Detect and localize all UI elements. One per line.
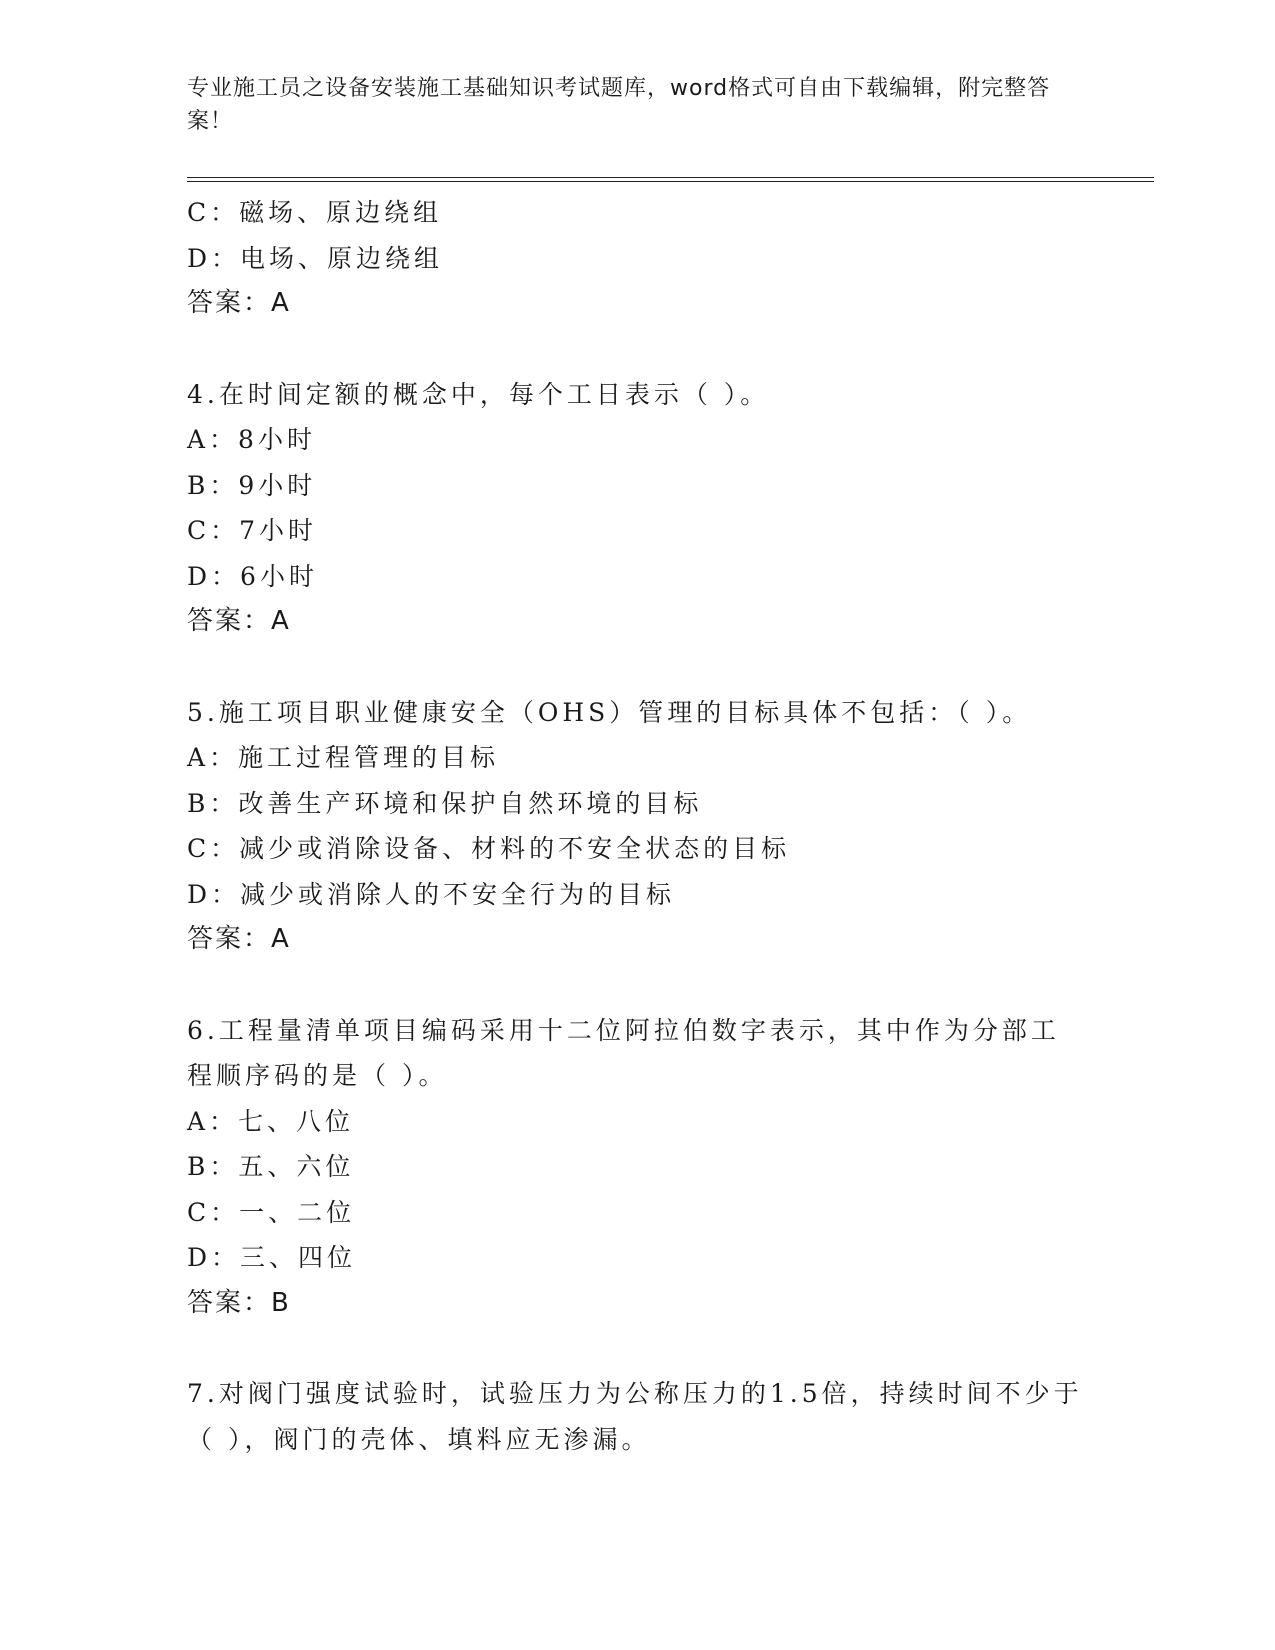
question-list xyxy=(187,190,1087,1462)
answer-label: 答案：A xyxy=(187,288,291,318)
question-stem: 5.施工项目职业健康安全（OHS）管理的目标具体不包括：（ ）。 xyxy=(187,697,1032,727)
answer-label: 答案：A xyxy=(187,606,291,636)
question-7 xyxy=(187,1371,1087,1462)
option-b: B：五、六位 xyxy=(187,1152,355,1181)
question-4 xyxy=(187,372,1087,645)
document-header: 专业施工员之设备安装施工基础知识考试题库，word格式可自由下载编辑，附完整答案！ xyxy=(187,76,1051,134)
option-c: C：磁场、原边绕组 xyxy=(187,198,443,227)
question-3-tail xyxy=(187,190,1087,327)
option-a: A：施工过程管理的目标 xyxy=(187,743,500,772)
option-a: A：七、八位 xyxy=(187,1106,355,1136)
question-5 xyxy=(187,690,1087,963)
question-stem: 4.在时间定额的概念中，每个工日表示（ ）。 xyxy=(187,379,770,409)
option-d: D：电场、原边绕组 xyxy=(187,243,444,273)
spacer xyxy=(187,1326,1087,1371)
spacer xyxy=(187,327,1087,372)
option-d: D：6小时 xyxy=(187,561,318,591)
header-rule-bottom xyxy=(187,181,1154,182)
option-d: D：三、四位 xyxy=(187,1243,357,1272)
option-c: C：一、二位 xyxy=(187,1197,356,1227)
spacer xyxy=(187,963,1087,1008)
question-stem: 7.对阀门强度试验时，试验压力为公称压力的1.5倍，持续时间不少于（ ），阀门的壳体、填料应无渗漏。 xyxy=(187,1379,1083,1454)
option-d: D：减少或消除人的不安全行为的目标 xyxy=(187,879,676,909)
answer-label: 答案：A xyxy=(187,924,291,954)
header-rule-top xyxy=(187,177,1154,178)
option-b: B：9小时 xyxy=(187,470,317,500)
option-c: C：7小时 xyxy=(187,516,318,545)
question-stem: 6.工程量清单项目编码采用十二位阿拉伯数字表示，其中作为分部工程顺序码的是（ ）。 xyxy=(187,1015,1060,1090)
spacer xyxy=(187,645,1087,690)
option-b: B：改善生产环境和保护自然环境的目标 xyxy=(187,788,703,818)
question-6 xyxy=(187,1008,1087,1327)
option-a: A：8小时 xyxy=(187,425,316,454)
option-c: C：减少或消除设备、材料的不安全状态的目标 xyxy=(187,834,791,863)
answer-label: 答案：B xyxy=(187,1287,291,1318)
